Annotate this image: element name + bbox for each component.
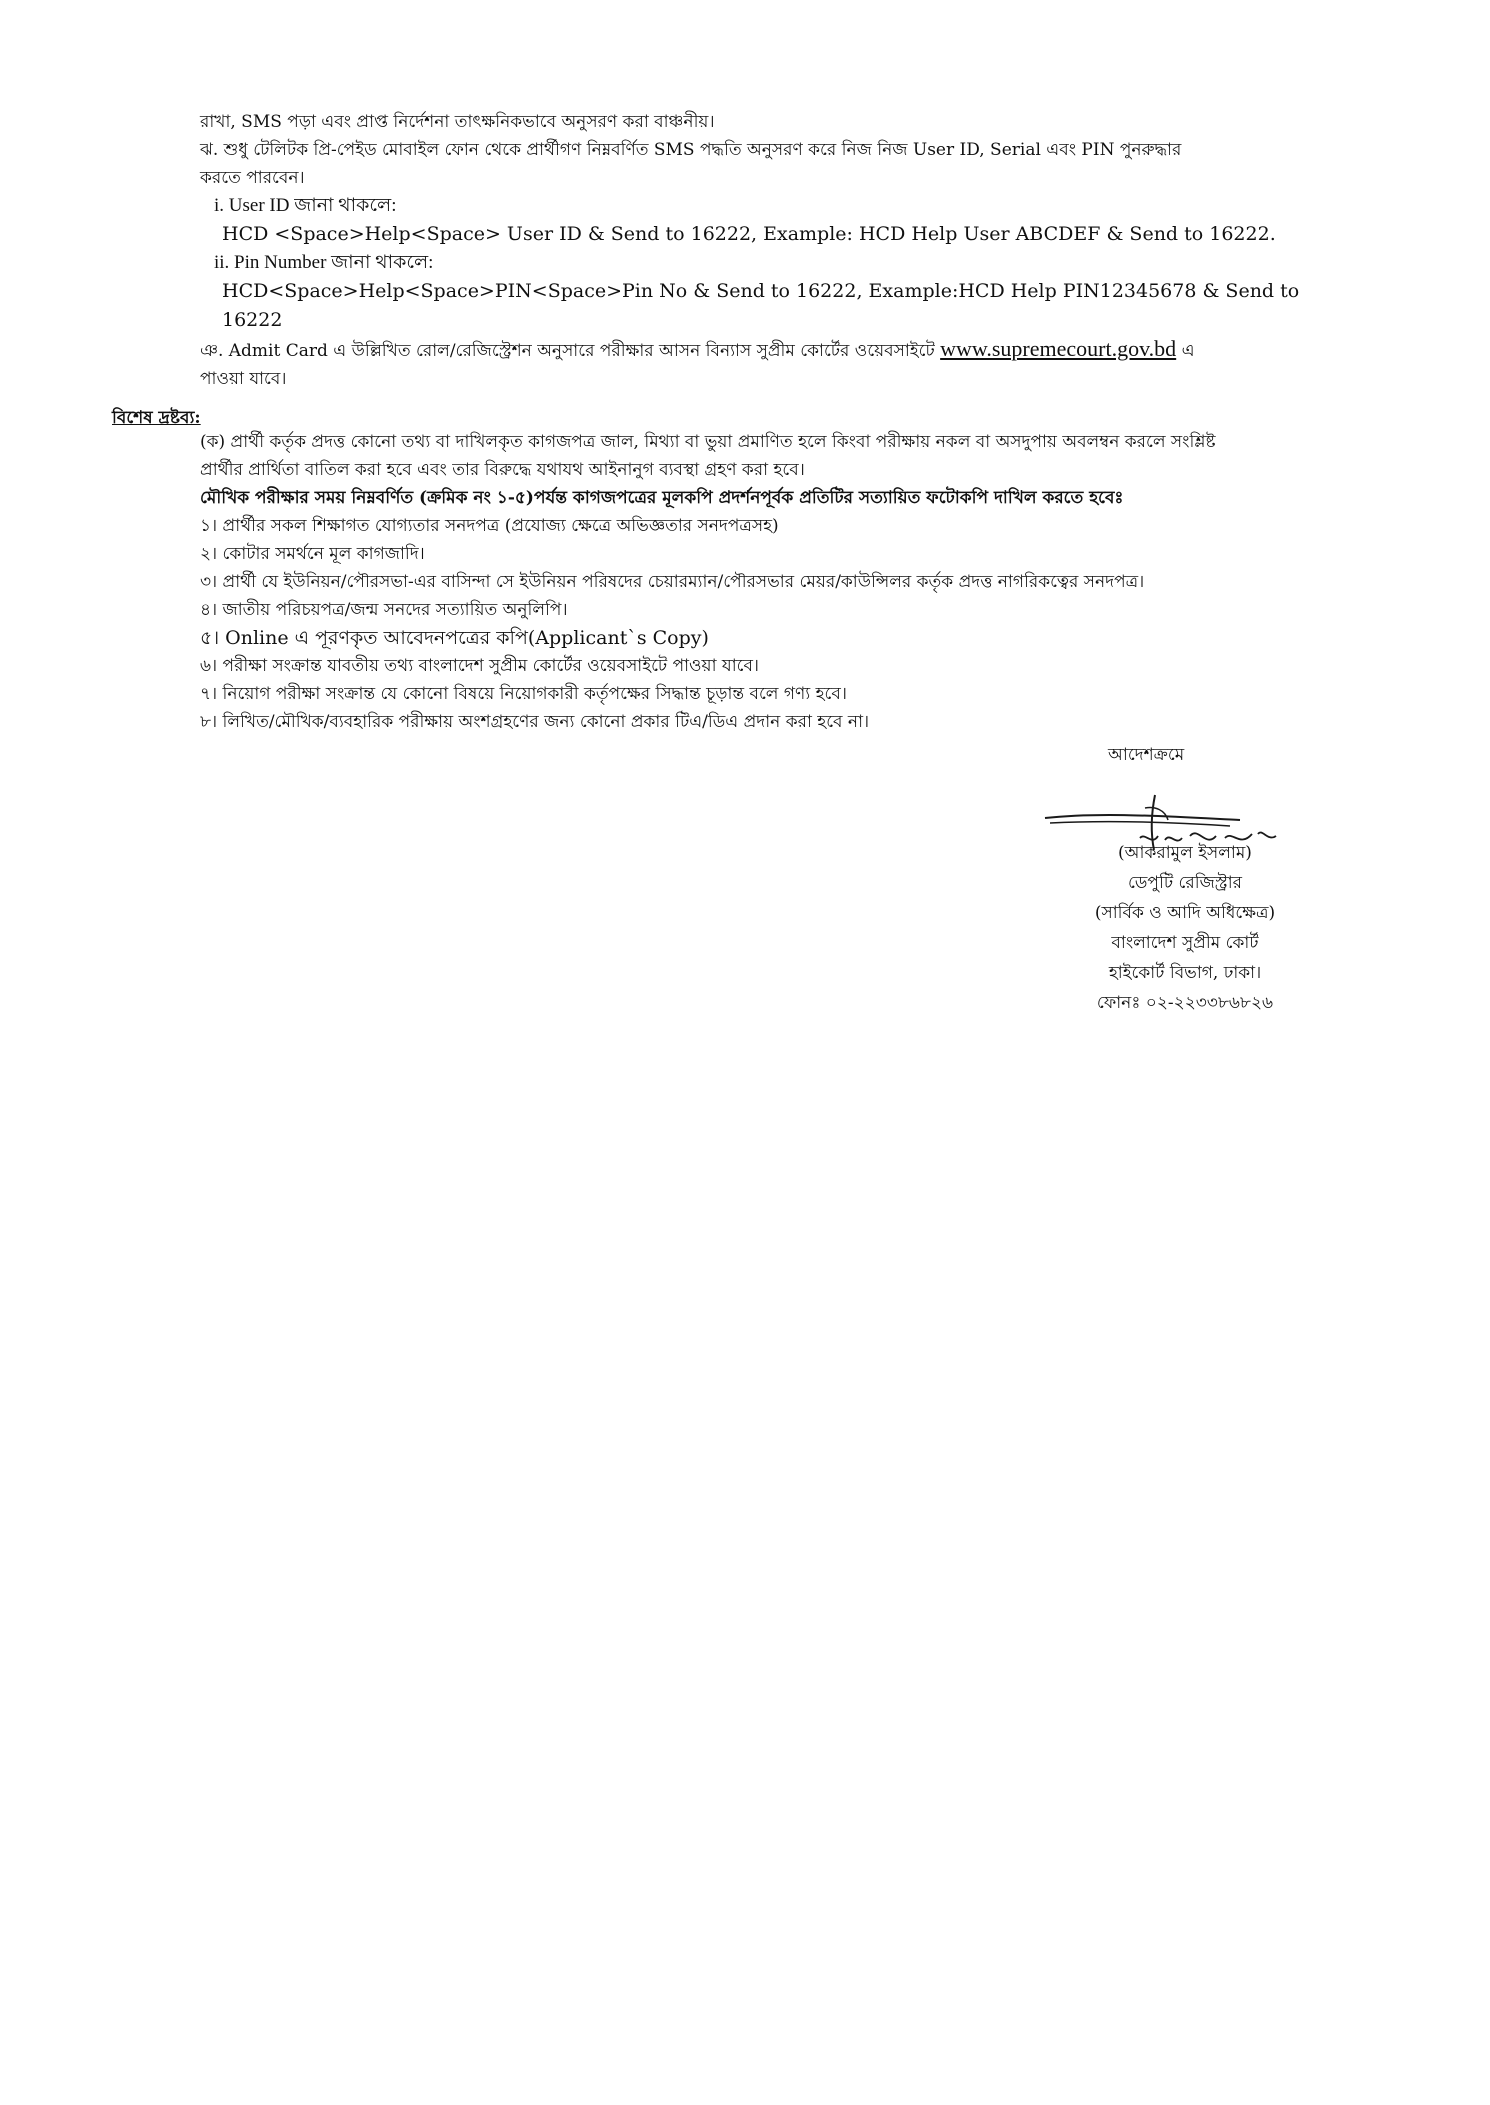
signatory-designation: ডেপুটি রেজিস্ট্রার [1128, 873, 1242, 893]
note-ka: (ক) প্রার্থী কর্তৃক প্রদত্ত কোনো তথ্য বা দাখিলকৃত কাগজপত্র জাল, মিথ্যা বা ভুয়া প্রমাণিত হলে কিংবা পরীক্ষায় নকল বা অসদুপায় অবলম্বন করলে সংশ্লিষ্ট [200, 432, 1216, 452]
admit-card-suffix: এ [1181, 341, 1195, 361]
court-name: বাংলাদেশ সুপ্রীম কোর্ট [1111, 933, 1259, 953]
admit-card-line [200, 335, 1360, 365]
instructions-body [200, 108, 1360, 393]
list-item: ২। কোটার সমর্থনে মূল কাগজাদি। [200, 544, 425, 564]
sms-reading-line: রাখা, SMS পড়া এবং প্রাপ্ত নির্দেশনা তাৎক্ষনিকভাবে অনুসরণ করা বাঞ্চনীয়। [200, 112, 715, 132]
userid-sms-example: HCD <Space>Help<Space> User ID & Send to 16222, Example: HCD Help User ABCDEF & Send to 16222. [222, 223, 1276, 245]
list-item: ৪। জাতীয় পরিচয়পত্র/জন্ম সনদের সত্যায়িত অনুলিপি। [200, 600, 568, 620]
by-order-text: আদেশক্রমে [1108, 745, 1185, 765]
phone-number: ফোনঃ ০২-২২৩৩৮৬৮২৬ [1096, 993, 1274, 1013]
pin-heading: ii. Pin Number জানা থাকলে: [214, 252, 434, 273]
signature-block [1040, 838, 1330, 1018]
pin-sms-example-continued: 16222 [222, 309, 283, 331]
special-note-heading: বিশেষ দ্রষ্টব্য: [112, 408, 201, 428]
list-item: ৫। Online এ পূরণকৃত আবেদনপত্রের কপি(Applicant`s Copy) [200, 627, 709, 649]
recovery-instruction-line: ঝ. শুধু টেলিটক প্রি-পেইড মোবাইল ফোন থেকে প্রার্থীগণ নিম্নবর্ণিত SMS পদ্ধতি অনুসরণ করে নিজ নিজ User ID, Serial এবং PIN পুনরুদ্ধার [200, 140, 1182, 160]
admit-card-line-continued: পাওয়া যাবে। [200, 369, 287, 389]
list-item: ৭। নিয়োগ পরীক্ষা সংক্রান্ত যে কোনো বিষয়ে নিয়োগকারী কর্তৃপক্ষের সিদ্ধান্ত চূড়ান্ত বলে গণ্য হবে। [200, 684, 847, 704]
signatory-name: (আকরামুল ইসলাম) [1118, 843, 1252, 863]
pin-sms-example: HCD<Space>Help<Space>PIN<Space>Pin No & Send to 16222, Example:HCD Help PIN12345678 & Send to [222, 280, 1300, 302]
court-location: হাইকোর্ট বিভাগ, ঢাকা। [1108, 963, 1262, 983]
list-item: ১। প্রার্থীর সকল শিক্ষাগত যোগ্যতার সনদপত্র (প্রযোজ্য ক্ষেত্রে অভিজ্ঞতার সনদপত্রসহ) [200, 516, 779, 536]
special-notes [200, 428, 1360, 736]
list-item: ৩। প্রার্থী যে ইউনিয়ন/পৌরসভা-এর বাসিন্দা সে ইউনিয়ন পরিষদের চেয়ারম্যান/পৌরসভার মেয়র/কাউন্সিলর কর্তৃক প্রদত্ত নাগরিকত্বের সনদপত্র। [200, 572, 1145, 592]
list-item: ৮। লিখিত/মৌখিক/ব্যবহারিক পরীক্ষায় অংশগ্রহণের জন্য কোনো প্রকার টিএ/ডিএ প্রদান করা হবে না। [200, 712, 870, 732]
recovery-instruction-continued: করতে পারবেন। [200, 168, 305, 188]
userid-heading: i. User ID জানা থাকলে: [214, 195, 397, 216]
list-item: ৬। পরীক্ষা সংক্রান্ত যাবতীয় তথ্য বাংলাদেশ সুপ্রীম কোর্টের ওয়েবসাইটে পাওয়া যাবে। [200, 656, 759, 676]
note-ka-continued: প্রার্থীর প্রার্থিতা বাতিল করা হবে এবং তার বিরুদ্ধে যথাযথ আইনানুগ ব্যবস্থা গ্রহণ করা হবে। [200, 460, 805, 480]
admit-card-text: ঞ. Admit Card এ উল্লিখিত রোল/রেজিস্ট্রেশন অনুসারে পরীক্ষার আসন বিন্যাস সুপ্রীম কোর্টের ওয়েবসাইটে [200, 341, 935, 361]
supreme-court-website-link[interactable]: www.supremecourt.gov.bd [940, 336, 1177, 361]
viva-documents-heading: মৌখিক পরীক্ষার সময় নিম্নবর্ণিত (ক্রমিক নং ১-৫)পর্যন্ত কাগজপত্রের মূলকপি প্রদর্শনপূর্বক প্রতিটির সত্যায়িত ফটোকপি দাখিল করতে হবেঃ [200, 488, 1124, 508]
signatory-division: (সার্বিক ও আদি অধিক্ষেত্র) [1094, 903, 1276, 923]
